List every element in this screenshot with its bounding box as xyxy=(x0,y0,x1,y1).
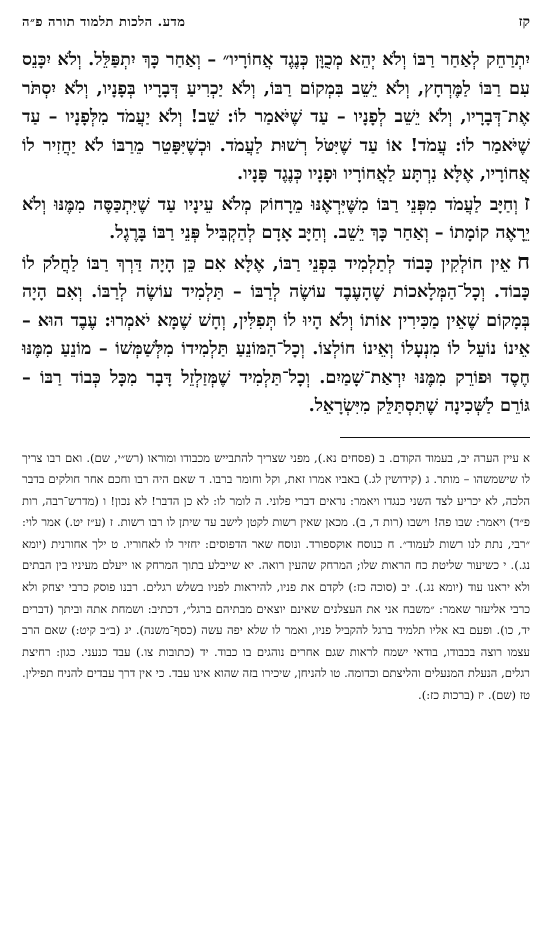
footnotes xyxy=(22,448,530,707)
halacha-label-8: ח xyxy=(516,248,530,275)
halacha-7 xyxy=(22,189,530,248)
main-text xyxy=(22,46,530,421)
halacha-7-text: וְחַיָּב לַעֲמֹד מִפְּנֵי רַבּוֹ מִשֶּׁיִּרְאֶנּוּ מֵרָחוֹק מְלֹא עֵינָיו עַד שֶׁיִּתְכַּסֶּה מִמֶּנּוּ וְלֹא יֵרָאֶה קוֹמָתוֹ – וְאַחַר כָּךְ יֵשֵׁב. וְחַיָּב אָדָם לְהַקְבִּיל פְּנֵי רַבּוֹ בָּרֶגֶל. xyxy=(22,193,530,243)
halacha-8 xyxy=(22,248,530,421)
footnotes-text: א עיין הערה יב, בעמוד הקודם. ב (פסחים נא.), מפני שצריך להתבייש מכבודו ומוראו (רש״י, שם). ואם רבו צריך לו שישמשהו – מותר. ג (קידושין לג.) באביו אמרו זאת, וקל וחומר ברבו. ד שאם היה רבו וחכם אחר חולקים בדבר הלכה, לא יכריע לצד השני כנגדו ויאמר: נראים דברי פלוני. ה לומר לו: לא כן הדבר! לא נכון! ו (מדרש־רבה, רות פ״ד) ויאמר: שבו פה! וישבו (רות ד, ב). מכאן שאין רשות לקטן לישב עד שיתן לו רבו רשות. ז (ע״ז יט.) אמר לוי: ״רבי, נתת לנו רשות לעמוד״. ח כנוסח אוקספורד. ונוסח שאר הדפוסים: יחזיר לו לאחוריו. ט ילך אחורנית (יומא נג.). י כשיעור שליטת כח הראות שלו; המרחק שהעין רואה. יא שייבלע בתוך המרחק או ייעלם מעיניו בין הבתים ולא יראנו עוד (יומא נג.). יב (סוכה כז:) לקדם את פניו, להיראות לפניו בשלש רגלים. רבנו פוסק כרבי יצחק ולא כרבי אליעזר שאמר: ״משבח אני את העצלנים שאינם יוצאים מבתיהם ברגל״, דכתיב: ושמחת אתה וביתך (דברים יד, כו). ופעם בא אליו תלמיד ברגל להקביל פניו, ואמר לו שלא יפה עשה (כסף־משנה). יג (ב״ב קיט:) שאם הרב עצמו רוצה בכבודו, בודאי ישמח לראות שגם אחרים נוהגים בו כבוד. יד (כתובות צו.) עבד כנעני. כגון: רחיצת רגלים, הנעלת המנעלים והליצתם וכדומה. טו להניחן, שיכירו בזה שהוא אינו עבד. כי אין דרך עבדים להניח תפילין. טז (שם). יז (ברכות כז:). xyxy=(22,450,530,703)
running-title: מדע. הלכות תלמוד תורה פ״ה xyxy=(22,15,186,30)
footnote-divider xyxy=(340,437,530,438)
halacha-label-7: ז xyxy=(523,189,530,216)
halacha-8-text: אֵין חוֹלְקִין כָּבוֹד לְתַלְמִיד בִּפְנֵי רַבּוֹ, אֶלָּא אִם כֵּן הָיָה דַּרְךְ רַבּוֹ לַחֲלֹק לוֹ כָּבוֹד. וְכָל־הַמְּלָאכוֹת שֶׁהָעֶבֶד עוֹשֶׂה לְרַבּוֹ – תַּלְמִיד עוֹשֶׂה לְרַבּוֹ. וְאִם הָיָה בְּמָקוֹם שֶׁאֵין מַכִּירִין אוֹתוֹ וְלֹא הָיוּ לוֹ תְּפִלִּין, וְחָשׁ שֶׁמָּא יֹאמְרוּ: עֶבֶד הוּא – אֵינוֹ נוֹעֵל לוֹ מִנְעָלוֹ וְאֵינוֹ חוֹלְצוֹ. וְכָל־הַמּוֹנֵעַ תַּלְמִידוֹ מִלְּשַׁמְּשׁוֹ – מוֹנֵעַ מִמֶּנּוּ חֶסֶד וּפוֹרֵק מִמֶּנּוּ יִרְאַת־שָׁמַיִם. וְכָל־תַּלְמִיד שֶׁמְּזַלְזֵל דָּבָר מִכָּל כְּבוֹד רַבּוֹ – גּוֹרֵם לַשְּׁכִינָה שֶׁתִּסְתַּלֵּק מִיִּשְׂרָאֵל. xyxy=(22,252,530,416)
page-header xyxy=(22,14,530,40)
page-number: קז xyxy=(518,14,530,30)
paragraph-continued: יִתְרַחֵק לְאַחַר רַבּוֹ וְלֹא יְהֵא מְכֻוָּן כְּנֶגֶד אֲחוֹרָיו״ – וְאַחַר כָּךְ יִתְפַּלֵּל. וְלֹא יִכָּנֵס עִם רַבּוֹ לַמֶּרְחָץ, וְלֹא יֵשֵׁב בִּמְקוֹם רַבּוֹ, וְלֹא יַכְרִיעַ דְּבָרָיו בְּפָנָיו, וְלֹא יִסְתֹּר אֶת־דְּבָרָיו, וְלֹא יֵשֵׁב לְפָנָיו – עַד שֶׁיֹּאמַר לוֹ: שֵׁב! וְלֹא יַעֲמֹד מִלְּפָנָיו – עַד שֶׁיֹּאמַר לוֹ: עֲמֹד! אוֹ עַד שֶׁיִּטֹּל רְשׁוּת לַעֲמֹד. וּכְשֶׁיִּפָּטֵר מֵרַבּוֹ לֹא יַחֲזִיר לוֹ אֲחוֹרָיו, אֶלָּא נִרְתָּע לַאֲחוֹרָיו וּפָנָיו כְּנֶגֶד פָּנָיו. xyxy=(22,49,530,184)
